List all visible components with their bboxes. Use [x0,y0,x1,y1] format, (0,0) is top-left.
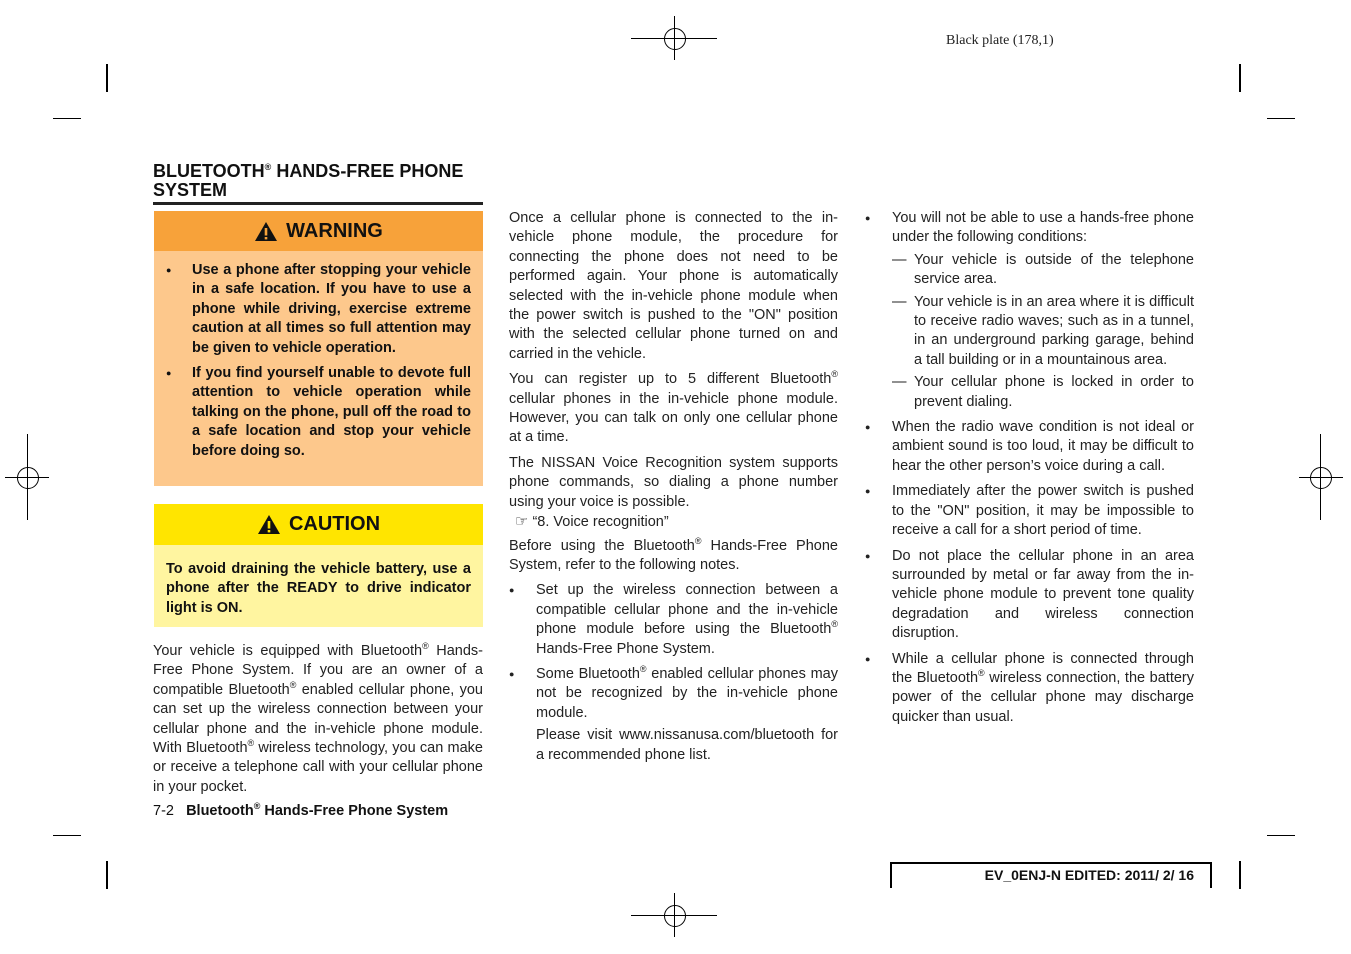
warning-item: ● Use a phone after stopping your vehicle in a safe location. If you have to use a phone while driving, exercise extreme caution at all times so full attention may be given to vehicle operation. [166,261,471,358]
caution-body: To avoid draining the vehicle battery, use a phone after the READY to drive indicator light is ON. [154,545,483,627]
sub-item: — Your cellular phone is locked in order to prevent dialing. [892,374,1194,410]
footer-section-name: Bluetooth® Hands-Free Phone System [186,801,449,819]
caution-header [154,504,483,545]
column-2 [509,209,838,771]
warning-header [154,211,483,251]
list-item: ● You will not be able to use a hands-free phone under the following conditions: — Your vehicle is outside of the telephone service area. — Your vehicle is in an area where it is difficult to receive radio waves; such as in a tunnel, in an underground parking garage, behind a tall building or in a mountainous area. — Your cellular phone is locked in order to prevent dialing. [865,209,1194,412]
reference-hand-icon: ☞ [515,513,529,531]
paragraph: Once a cellular phone is connected to the in-vehicle phone module, the procedure for connecting the phone does not need to be performed again. Your phone is automatically selected with the in-vehicle phone module when the power switch is pushed to the "ON" position with the selected cellular phone turned on and carried in the vehicle. [509,210,838,362]
list-item: ● Some Bluetooth® enabled cellular phones may not be recognized by the in-vehicle phone module. Please visit www.nissanusa.com/bluetooth for a recommended phone list. [509,665,838,765]
paragraph: You can register up to 5 different Bluetooth® cellular phones in the in-vehicle phone module. However, you can talk on only one cellular phone at a time. [509,369,838,446]
edited-stamp: EV_0ENJ-N EDITED: 2011/ 2/ 16 [890,862,1212,888]
list-item: ● Set up the wireless connection between a compatible cellular phone and the in-vehicle phone module before using the Bluetooth® Hands-Free Phone System. [509,581,838,659]
list-item: ● While a cellular phone is connected through the Bluetooth® wireless connection, the battery power of the cellular phone may discharge quicker than usual. [865,650,1194,728]
plate-label: Black plate (178,1) [946,33,1054,48]
page-footer [153,803,448,819]
list-item: ● When the radio wave condition is not ideal or ambient sound is too loud, it may be difficult to hear the other person’s voice during a call. [865,418,1194,476]
section-title: BLUETOOTH® HANDS-FREE PHONE SYSTEM [153,161,464,200]
list-item-note: Please visit www.nissanusa.com/bluetooth for a recommended phone list. [536,727,838,763]
sub-item: — Your vehicle is outside of the telephone service area. [892,251,1194,288]
paragraph: The NISSAN Voice Recognition system supports phone commands, so dialing a phone number using your voice is possible. [509,454,838,510]
column-3 [865,209,1194,733]
page-number: 7-2 [153,803,174,819]
warning-title: WARNING [286,219,383,242]
warning-item: ● If you find yourself unable to devote full attention to vehicle operation while talking on the phone, pull off the road to a safe location and stop your vehicle before doing so. [166,364,471,461]
intro-paragraph: Your vehicle is equipped with Bluetooth® Hands-Free Phone System. If you are an owner of a compatible Bluetooth® enabled cellular phone, you can set up the wireless connection between your cellular phone and the in-vehicle phone module. With Bluetooth® wireless technology, you can make or receive a telephone call with your cellular phone in your pocket. [153,641,483,795]
caution-title: CAUTION [288,513,381,535]
list-item: ● Immediately after the power switch is pushed to the "ON" position, it may be impossible to receive a call for a short period of time. [865,482,1194,540]
sub-item: — Your vehicle is in an area where it is difficult to receive radio waves; such as in a tunnel, in an underground parking garage, behind a tall building or in a mountainous area. [892,293,1194,368]
caution-triangle-icon [257,514,281,535]
warning-triangle-icon [254,221,278,242]
title-rule [153,202,483,205]
cross-reference: ☞ “8. Voice recognition” [515,513,669,531]
paragraph: Before using the Bluetooth® Hands-Free Phone System, refer to the following notes. [509,535,838,573]
warning-body [154,251,483,486]
list-item: ● Do not place the cellular phone in an area surrounded by metal or far away from the in-vehicle phone module to prevent tone quality degradation and wireless connection disruption. [865,547,1194,644]
